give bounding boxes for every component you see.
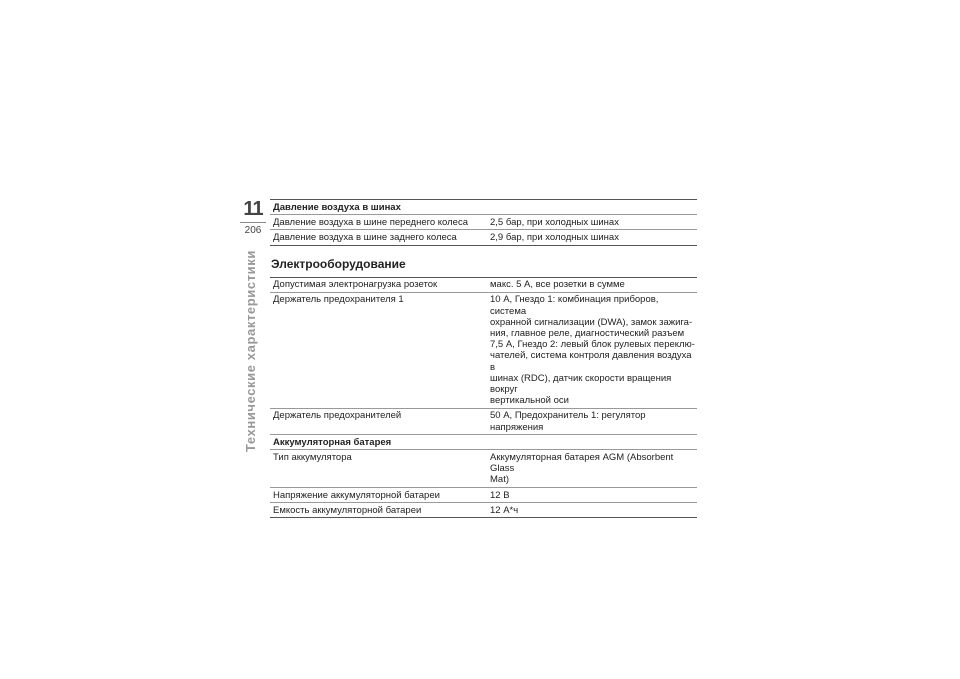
value-line: 7,5 А, Гнездо 2: левый блок рулевых переклю-: [490, 339, 695, 351]
row-value: 2,9 бар, при холодных шинах: [490, 231, 619, 243]
value-line: ния, главное реле, диагностический разъем: [490, 327, 685, 339]
table-row: [270, 503, 697, 517]
side-chapter-title: Технические характеристики: [243, 250, 258, 452]
table-row: [270, 409, 697, 434]
section-title-electrical: Электрооборудование: [271, 256, 406, 271]
row-label: Держатель предохранителей: [273, 410, 402, 422]
row-value: 2,5 бар, при холодных шинах: [490, 216, 619, 228]
chapter-divider: [240, 222, 266, 223]
spec-content: [270, 199, 697, 518]
table-row: [270, 278, 697, 292]
row-label: Тип аккумулятора: [273, 451, 352, 463]
value-line: макс. 5 А, все розетки в сумме: [490, 279, 625, 291]
value-line: 12 В: [490, 489, 510, 501]
row-label: Емкость аккумуляторной батареи: [273, 504, 422, 516]
value-line: 10 А, Гнездо 1: комбинация приборов, система: [490, 294, 659, 317]
table-row: [270, 230, 697, 244]
value-line: вертикальной оси: [490, 395, 569, 407]
table-row: [270, 215, 697, 229]
chapter-number: 11: [243, 198, 263, 220]
value-line: 12 А*ч: [490, 504, 519, 516]
table-row: [270, 488, 697, 502]
row-label: Допустимая электронагрузка розеток: [273, 279, 438, 291]
row-label: Напряжение аккумуляторной батареи: [273, 489, 440, 501]
value-line: охранной сигнализации (DWA), замок зажига-: [490, 316, 693, 328]
battery-heading: Аккумуляторная батарея: [273, 436, 392, 448]
row-value: [488, 505, 697, 516]
value-line: шинах (RDC), датчик скорости вращения вокруг: [490, 372, 672, 395]
row-value: [488, 294, 697, 406]
row-value: [488, 410, 697, 432]
table-bottom-rule: [270, 517, 697, 518]
row-label: Давление воздуха в шине заднего колеса: [273, 231, 457, 243]
row-value: [488, 452, 697, 486]
row-value: [488, 490, 697, 501]
tire-pressure-heading: Давление воздуха в шинах: [273, 201, 401, 213]
value-line: 50 А, Предохранитель 1: регулятор напряжения: [490, 410, 646, 433]
value-line: Mat): [490, 474, 509, 486]
page-number: 206: [244, 225, 262, 236]
value-line: Аккумуляторная батарея AGM (Absorbent Glass: [490, 451, 674, 475]
value-line: чателей, система контроля давления воздуха в: [490, 350, 692, 373]
table-row: [270, 293, 697, 408]
row-label: Держатель предохранителя 1: [273, 294, 404, 306]
row-value: [488, 279, 697, 290]
row-label: Давление воздуха в шине переднего колеса: [273, 216, 468, 228]
table-row: [270, 450, 697, 487]
